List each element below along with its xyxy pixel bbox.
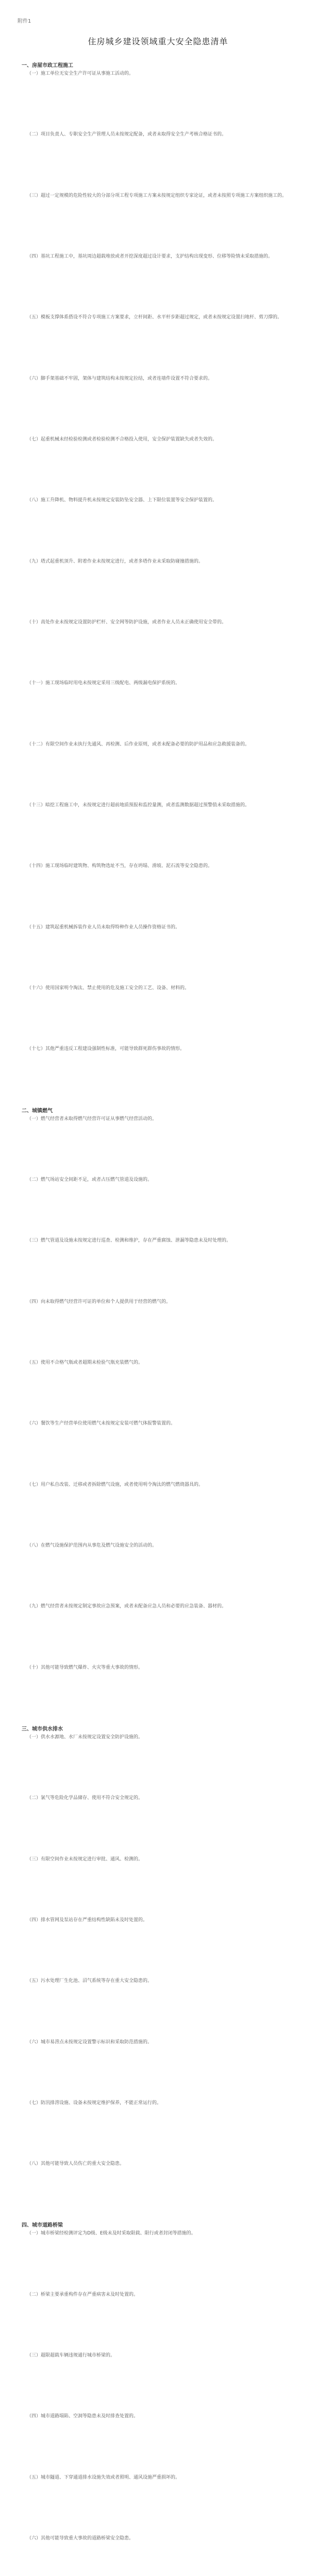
list-item: （三）有限空间作业未按规定进行审批、通风、检测的。 xyxy=(27,1856,143,1862)
list-item: （十二）有限空间作业未执行先通风、再检测、后作业原则，或者未配备必要的防护用品和应急救援装备的。 xyxy=(27,741,250,747)
page-title: 住房城乡建设领域重大安全隐患清单 xyxy=(88,37,228,46)
section-heading: 四、城市道路桥梁 xyxy=(22,2223,63,2229)
list-item: （四）基坑工程施工中，基坑周边超载堆放或者开挖深度超过设计要求，支护结构出现变形、位移等险情未采取措施的。 xyxy=(27,253,273,259)
list-item: （四）向未取得燃气经营许可证的单位和个人提供用于经营的燃气的。 xyxy=(27,1299,171,1304)
list-item: （十）高处作业未按规定设置防护栏杆、安全网等防护设施，或者作业人员未正确使用安全带的。 xyxy=(27,619,227,625)
list-item: （六）城市易涝点未按规定设置警示标识和采取防范措施的。 xyxy=(27,2039,153,2045)
list-item: （三）超过一定规模的危险性较大的分部分项工程专项施工方案未按规定组织专家论证，或者未按照专项施工方案组织施工的。 xyxy=(27,193,287,198)
list-item: （十一）施工现场临时用电未按规定采用三级配电、两级漏电保护系统的。 xyxy=(27,681,180,686)
document-body xyxy=(18,62,298,2576)
list-item: （十四）施工现场临时建筑物、构筑物选址不当，存在坍塌、滑坡、泥石流等安全隐患的。 xyxy=(27,863,213,869)
list-item: （八）其他可能导致人员伤亡的重大安全隐患。 xyxy=(27,2161,125,2167)
section-heading: 三、城市供水排水 xyxy=(22,1726,63,1732)
list-item: （八）在燃气设施保护范围内从事危及燃气设施安全的活动的。 xyxy=(27,1543,157,1548)
list-item: （一）施工单位无安全生产许可证从事施工活动的。 xyxy=(27,71,134,76)
list-item: （一）城市桥梁经检测评定为D级、E级未及时采取限载、限行或者封闭等措施的。 xyxy=(27,2231,196,2236)
list-item: （九）塔式起重机顶升、附着作业未按规定进行，或者多塔作业未采取防碰撞措施的。 xyxy=(27,558,204,564)
list-item: （十五）建筑起重机械拆装作业人员未取得特种作业人员操作资格证书的。 xyxy=(27,924,180,930)
section-heading: 一、房屋市政工程施工 xyxy=(22,63,73,69)
list-item: （一）供水水源地、水厂未按规定设置安全防护设施的。 xyxy=(27,1734,143,1740)
list-item: （十六）使用国家明令淘汰、禁止使用的危及施工安全的工艺、设备、材料的。 xyxy=(27,985,190,991)
list-item: （六）脚手架基础不牢固，架体与建筑结构未按规定拉结，或者连墙件设置不符合要求的。 xyxy=(27,376,213,381)
list-item: （二）项目负责人、专职安全生产管理人员未按规定配备，或者未取得安全生产考核合格证书的。 xyxy=(27,132,227,138)
list-item: （五）使用不合格气瓶或者超期未检验气瓶充装燃气的。 xyxy=(27,1360,143,1365)
list-item: （五）污水处理厂生化池、沼气系统等存在重大安全隐患的。 xyxy=(27,1978,153,1984)
list-item: （二）氯气等危险化学品储存、使用不符合安全规定的。 xyxy=(27,1795,143,1801)
list-item: （一）燃气经营者未取得燃气经营许可证从事燃气经营活动的。 xyxy=(27,1116,157,1122)
list-item: （五）模板支撑体系搭设不符合专项施工方案要求，立杆间距、水平杆步距超过规定，或者未按规定设置扫地杆、剪刀撑的。 xyxy=(27,315,282,320)
list-item: （四）城市道路塌陷、空洞等隐患未及时排查处置的。 xyxy=(27,2414,139,2419)
list-item: （六）餐饮等生产经营单位使用燃气未按规定安装可燃气体报警装置的。 xyxy=(27,1421,176,1427)
list-item: （七）起重机械未经检验检测或者检验检测不合格投入使用，安全保护装置缺失或者失效的。 xyxy=(27,436,218,442)
list-item: （七）用户私自改装、迁移或者拆除燃气设施，或者使用明令淘汰的燃气燃烧器具的。 xyxy=(27,1482,204,1487)
list-item: （十）其他可能导致燃气爆炸、火灾等重大事故的情形。 xyxy=(27,1665,143,1670)
list-item: （十三）暗挖工程施工中，未按规定进行超前地质预报和监控量测，或者监测数据超过预警值未采取措施的。 xyxy=(27,802,250,808)
list-item: （三）超限超载车辆违规通行城市桥梁的。 xyxy=(27,2353,115,2359)
list-item: （二）桥梁主要承重构件存在严重病害未及时处置的。 xyxy=(27,2292,139,2297)
attachment-label: 附件1 xyxy=(18,19,31,24)
section-heading: 二、城镇燃气 xyxy=(22,1108,53,1114)
list-item: （三）燃气管道及设施未按规定进行巡查、检测和维护，存在严重腐蚀、泄漏等隐患未及时处理的。 xyxy=(27,1238,231,1244)
list-item: （八）施工升降机、物料提升机未按规定安装防坠安全器、上下限位装置等安全保护装置的。 xyxy=(27,498,218,503)
list-item: （六）其他可能导致重大事故的道路桥梁安全隐患。 xyxy=(27,2536,134,2541)
list-item: （五）城市隧道、下穿通道排水设施失效或者照明、通风设施严重损坏的。 xyxy=(27,2475,180,2480)
list-item: （四）排水管网及泵站存在严重结构性缺陷未及时处置的。 xyxy=(27,1917,148,1923)
list-item: （十七）其他严重违反工程建设强制性标准，可能导致群死群伤事故的情形。 xyxy=(27,1046,185,1052)
list-item: （九）燃气经营者未按规定制定事故应急预案，或者未配备应急人员和必要的应急装备、器材的。 xyxy=(27,1604,227,1609)
list-item: （七）防汛排涝设施、设备未按规定维护保养，不能正常运行的。 xyxy=(27,2100,162,2106)
list-item: （二）燃气场站安全间距不足，或者占压燃气管道及设施的。 xyxy=(27,1177,153,1182)
